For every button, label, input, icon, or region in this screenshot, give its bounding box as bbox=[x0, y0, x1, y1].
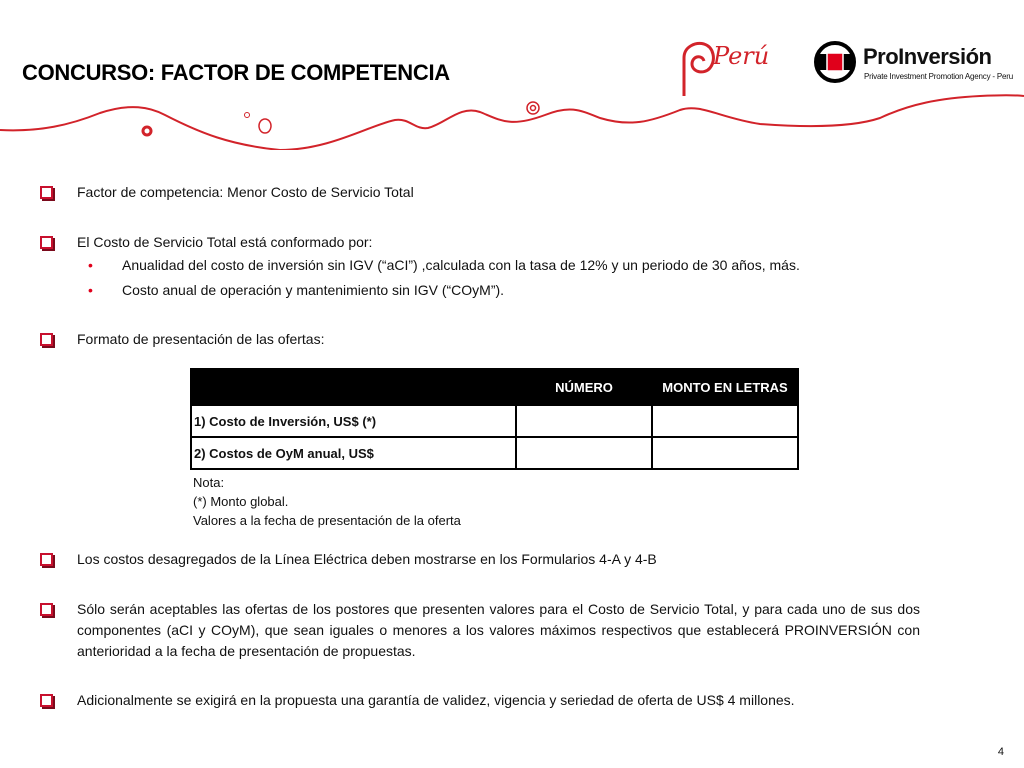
note-line: Valores a la fecha de presentación de la oferta bbox=[193, 513, 461, 528]
proinversion-logo: ProInversión bbox=[863, 44, 992, 69]
table-row bbox=[191, 405, 798, 437]
dot-bullet-icon: • bbox=[88, 257, 93, 273]
header-cell-monto: MONTO EN LETRAS bbox=[652, 369, 798, 405]
numero-cell bbox=[516, 437, 652, 469]
peru-logo-spiral-icon bbox=[676, 38, 716, 98]
row-label: 2) Costos de OyM anual, US$ bbox=[191, 437, 516, 469]
monto-cell bbox=[652, 405, 798, 437]
table-row bbox=[191, 437, 798, 469]
row-label: 1) Costo de Inversión, US$ (*) bbox=[191, 405, 516, 437]
square-bullet-icon bbox=[40, 236, 53, 249]
page-title: CONCURSO: FACTOR DE COMPETENCIA bbox=[22, 60, 450, 85]
table-header-row bbox=[191, 369, 798, 405]
square-bullet-icon bbox=[40, 553, 53, 566]
proinversion-tagline: Private Investment Promotion Agency - Peru bbox=[864, 72, 1014, 81]
header-cell bbox=[191, 369, 516, 405]
bullet-disaggregated-costs: Los costos desagregados de la Línea Eléctrica deben mostrarse en los Formularios 4-A y 4-B bbox=[40, 549, 920, 570]
note-line: Nota: bbox=[193, 475, 225, 490]
page-number: 4 bbox=[997, 746, 1004, 758]
square-bullet-icon bbox=[40, 694, 53, 707]
monto-cell bbox=[652, 437, 798, 469]
bullet-offer-format: Formato de presentación de las ofertas: bbox=[40, 329, 920, 350]
square-bullet-icon bbox=[40, 186, 53, 199]
square-bullet-icon bbox=[40, 603, 53, 616]
peru-logo: Perú bbox=[713, 42, 770, 70]
offer-format-table bbox=[190, 368, 799, 470]
proinversion-logo-icon bbox=[813, 40, 857, 84]
bullet-total-cost: El Costo de Servicio Total está conformado por: bbox=[40, 232, 920, 253]
dot-bullet-icon: • bbox=[88, 282, 93, 298]
bullet-acceptable-offers: Sólo serán aceptables las ofertas de los postores que presenten valores para el Costo de Servicio Total, y para cada uno de sus dos componentes (aCI y COyM), que sean iguales o menores a los valores máximos respectivos que establecerá PROINVERSIÓN con anterioridad a la fecha de presentación de propuestas. bbox=[40, 599, 920, 662]
note-line: (*) Monto global. bbox=[193, 494, 289, 509]
header-cell-numero: NÚMERO bbox=[516, 369, 652, 405]
sub-bullet-coym: • Costo anual de operación y mantenimiento sin IGV (“COyM”). bbox=[88, 280, 504, 301]
bullet-guarantee: Adicionalmente se exigirá en la propuesta una garantía de validez, vigencia y seriedad de oferta de US$ 4 millones. bbox=[40, 690, 920, 711]
numero-cell bbox=[516, 405, 652, 437]
square-bullet-icon bbox=[40, 333, 53, 346]
table-notes bbox=[193, 473, 461, 530]
sub-bullet-aci: • Anualidad del costo de inversión sin IGV (“aCI”) ,calculada con la tasa de 12% y un periodo de 30 años, más. bbox=[88, 255, 800, 276]
bullet-competition-factor: Factor de competencia: Menor Costo de Servicio Total bbox=[40, 182, 920, 203]
